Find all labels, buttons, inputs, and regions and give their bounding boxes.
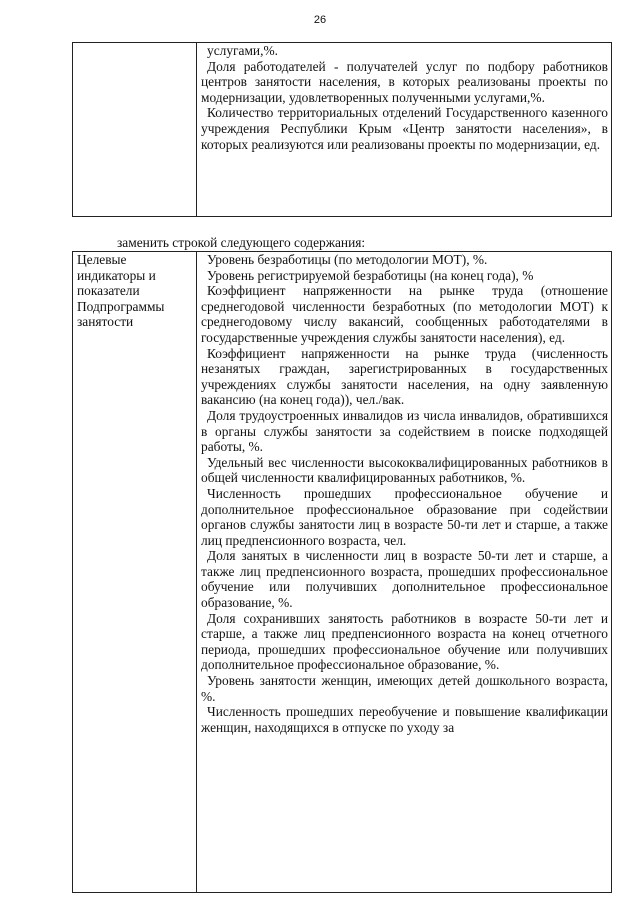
page-number: 26 (313, 14, 327, 26)
paragraph: Доля работодателей - получателей услуг по подбору работников центров занятости населения, в которых реализованы проекты по модернизации, удовлетворенных полученными услугами,%. (201, 58, 608, 105)
indicator-paragraph: Численность прошедших профессиональное обучение и дополнительное профессиональное образование при содействии органов службы занятости лиц в возрасте 50-ти лет и старше, а также лиц предпенсионного возраста, чел. (201, 485, 608, 548)
paragraph: услугами,%. (207, 43, 278, 58)
indicator-paragraph: Численность прошедших переобучение и повышение квалификации женщин, находящихся в отпуске по уходу за (201, 704, 608, 735)
indicator-paragraph: Коэффициент напряженности на рынке труда (отношение среднегодовой численности безработных (по методологии МОТ) к среднегодовому числу вакансий, сообщенных работодателями в государственные учреждения службы занятости населения), ед. (201, 283, 608, 345)
previous-table-right-cell (197, 43, 612, 217)
indicators-list-cell (197, 252, 612, 893)
indicator-paragraph: Доля трудоустроенных инвалидов из числа инвалидов, обратившихся в органы службы занятости за содействием в поиске подходящей работы, %. (201, 407, 608, 455)
paragraph: Количество территориальных отделений Государственного казенного учреждения Республики Крым «Центр занятости населения», в которых реализуются или реализованы проекты по модернизации, ед. (201, 105, 608, 152)
previous-table-left-cell (73, 43, 197, 217)
indicator-paragraph: Уровень безработицы (по методологии МОТ), %. (207, 252, 488, 267)
indicator-paragraph: Уровень регистрируемой безработицы (на конец года), % (207, 267, 534, 283)
indicator-paragraph: Доля сохранивших занятость работников в возрасте 50-ти лет и старше, а также лиц предпенсионного возраста на конец отчетного периода, прошедших профессиональное обучение или получивших дополнительное профессиональное образование, %. (201, 610, 608, 673)
indicator-paragraph: Удельный вес численности высококвалифицированных работников в общей численности квалифицированных работников, %. (201, 454, 608, 486)
replace-phrase: заменить строкой следующего содержания: (117, 235, 366, 250)
indicators-table (72, 251, 612, 893)
previous-table (72, 42, 612, 217)
indicator-paragraph: Уровень занятости женщин, имеющих детей дошкольного возраста, %. (201, 673, 608, 704)
indicator-paragraph: Коэффициент напряженности на рынке труда (численность незанятых граждан, зарегистрированных в государственных учреждениях службы занятости населения, на одну заявленную вакансию (на конец года)), чел./вак. (201, 345, 608, 408)
indicator-paragraph: Доля занятых в численности лиц в возрасте 50-ти лет и старше, а также лиц предпенсионного возраста, прошедших профессиональное обучение или получивших дополнительное профессиональное образование, %. (201, 548, 608, 611)
indicators-label-cell: Целевые индикаторы и показатели Подпрограммы занятости (73, 252, 197, 893)
